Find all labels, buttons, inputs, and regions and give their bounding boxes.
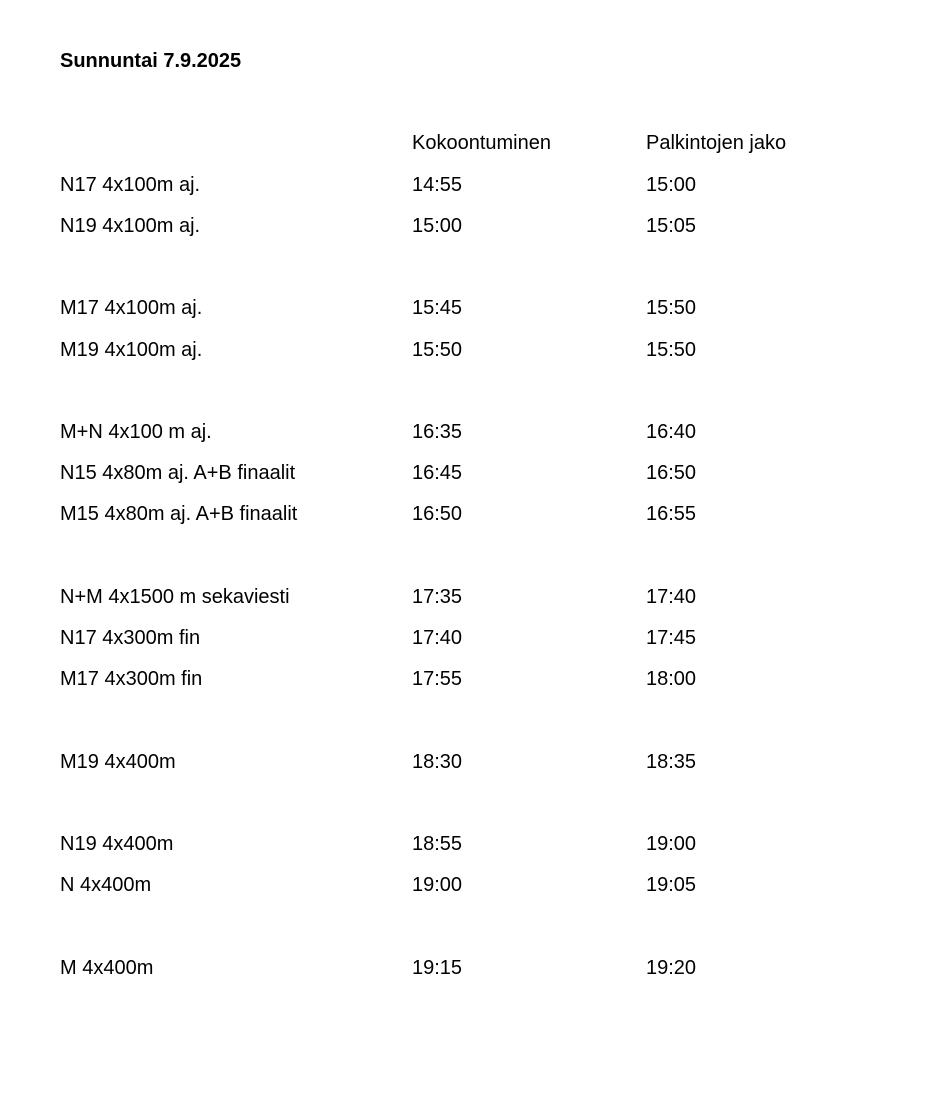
gathering-time: 17:35 bbox=[412, 586, 463, 608]
table-row bbox=[0, 295, 929, 321]
award-time: 18:00 bbox=[646, 668, 697, 690]
award-time: 15:00 bbox=[646, 174, 697, 196]
event-name: M+N 4x100 m aj. bbox=[60, 421, 212, 443]
table-row bbox=[0, 955, 929, 981]
table-row bbox=[0, 419, 929, 445]
table-header-row bbox=[0, 130, 929, 156]
event-name: M19 4x100m aj. bbox=[60, 339, 203, 361]
gathering-time: 16:35 bbox=[412, 421, 463, 443]
award-time: 17:45 bbox=[646, 627, 697, 649]
event-name: N19 4x400m bbox=[60, 833, 174, 855]
awards-column-header: Palkintojen jako bbox=[646, 132, 787, 154]
gathering-time: 18:55 bbox=[412, 833, 463, 855]
gathering-time: 18:30 bbox=[412, 751, 463, 773]
table-row bbox=[0, 872, 929, 898]
table-row bbox=[0, 831, 929, 857]
event-name: M19 4x400m bbox=[60, 751, 176, 773]
gathering-time: 17:55 bbox=[412, 668, 463, 690]
table-row bbox=[0, 213, 929, 239]
event-name: N 4x400m bbox=[60, 874, 152, 896]
award-time: 18:35 bbox=[646, 751, 697, 773]
page-title: Sunnuntai 7.9.2025 bbox=[60, 50, 242, 72]
event-name: M15 4x80m aj. A+B finaalit bbox=[60, 503, 298, 525]
award-time: 16:50 bbox=[646, 462, 697, 484]
table-row bbox=[0, 749, 929, 775]
gathering-time: 19:15 bbox=[412, 957, 463, 979]
award-time: 15:50 bbox=[646, 339, 697, 361]
gathering-time: 16:50 bbox=[412, 503, 463, 525]
table-row bbox=[0, 460, 929, 486]
award-time: 15:05 bbox=[646, 215, 697, 237]
award-time: 19:05 bbox=[646, 874, 697, 896]
gathering-time: 16:45 bbox=[412, 462, 463, 484]
event-name: M 4x400m bbox=[60, 957, 154, 979]
award-time: 19:00 bbox=[646, 833, 697, 855]
gathering-time: 15:45 bbox=[412, 297, 463, 319]
event-name: M17 4x300m fin bbox=[60, 668, 203, 690]
table-row bbox=[0, 584, 929, 610]
gathering-column-header: Kokoontuminen bbox=[412, 132, 551, 154]
event-name: N17 4x100m aj. bbox=[60, 174, 201, 196]
table-row bbox=[0, 501, 929, 527]
event-name: N19 4x100m aj. bbox=[60, 215, 201, 237]
award-time: 15:50 bbox=[646, 297, 697, 319]
gathering-time: 14:55 bbox=[412, 174, 463, 196]
award-time: 17:40 bbox=[646, 586, 697, 608]
table-row bbox=[0, 172, 929, 198]
gathering-time: 17:40 bbox=[412, 627, 463, 649]
event-name: N15 4x80m aj. A+B finaalit bbox=[60, 462, 296, 484]
event-name: N+M 4x1500 m sekaviesti bbox=[60, 586, 290, 608]
event-name: N17 4x300m fin bbox=[60, 627, 201, 649]
gathering-time: 15:00 bbox=[412, 215, 463, 237]
award-time: 16:40 bbox=[646, 421, 697, 443]
award-time: 19:20 bbox=[646, 957, 697, 979]
table-row bbox=[0, 666, 929, 692]
event-name: M17 4x100m aj. bbox=[60, 297, 203, 319]
gathering-time: 19:00 bbox=[412, 874, 463, 896]
gathering-time: 15:50 bbox=[412, 339, 463, 361]
table-row bbox=[0, 337, 929, 363]
table-row bbox=[0, 625, 929, 651]
award-time: 16:55 bbox=[646, 503, 697, 525]
